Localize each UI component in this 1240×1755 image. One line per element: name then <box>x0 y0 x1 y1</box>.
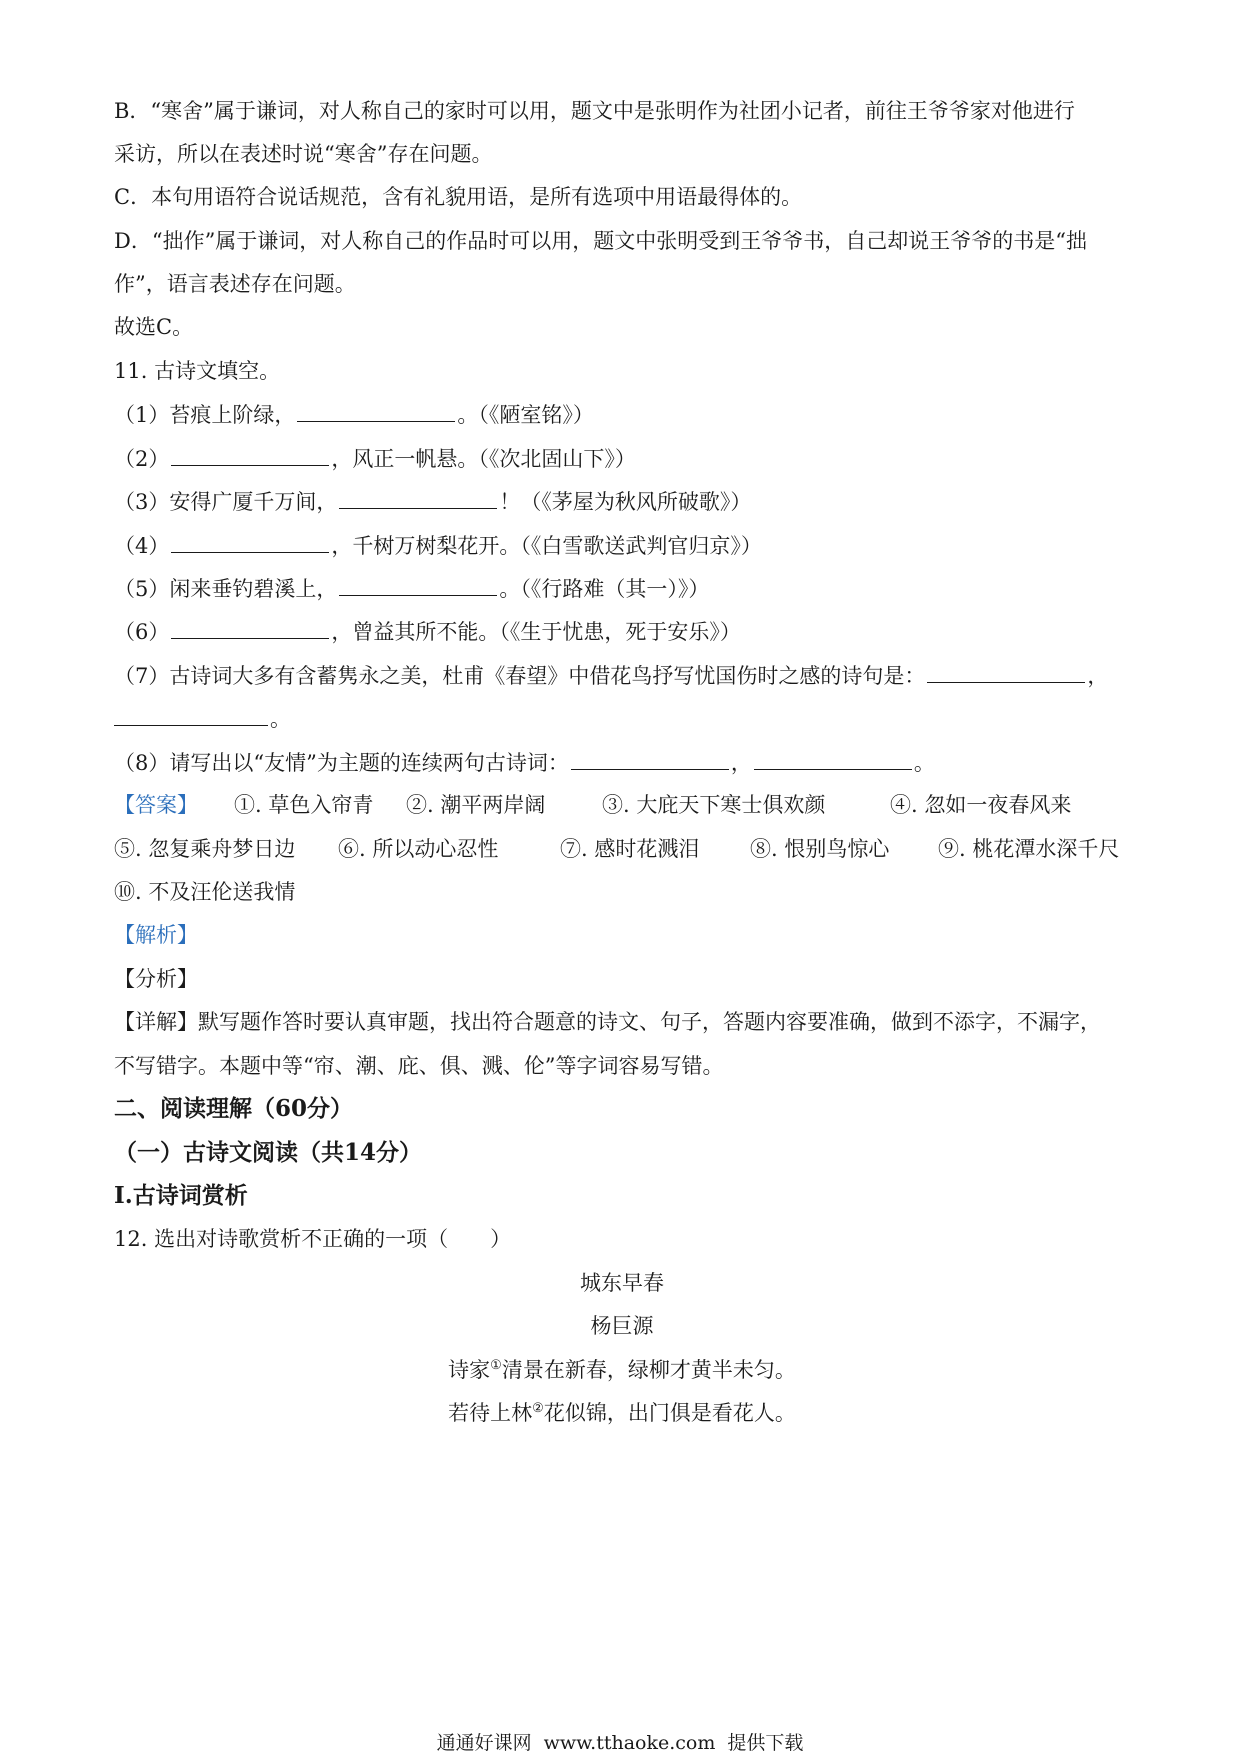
poem-line-1-a: 诗家 <box>448 1358 491 1382</box>
q11-item-2-pre: （2） <box>114 447 170 471</box>
q11-item-4-post: ，千树万树梨花开。（《白雪歌送武判官归京》） <box>331 534 762 558</box>
q11-item-7-comma: ， <box>1087 664 1109 688</box>
option-b-line-1: B．“寒舍”属于谦词，对人称自己的家时可以用，题文中是张明作为社团小记者，前往王爷爷家对他进行 <box>114 99 1075 123</box>
answer-item: ⑤. 忽复乘舟梦日边 <box>114 837 296 861</box>
option-c-line: C．本句用语符合说话规范，含有礼貌用语，是所有选项中用语最得体的。 <box>114 185 803 209</box>
footer-suffix: 提供下载 <box>727 1732 804 1754</box>
xiangjie-line-1: 【详解】默写题作答时要认真审题，找出符合题意的诗文、句子，答题内容要准确，做到不添字，不漏字， <box>114 1010 1101 1034</box>
section-2-sub-2: Ⅰ.古诗词赏析 <box>114 1182 248 1209</box>
section-2-sub-1: （一）古诗文阅读（共14分） <box>114 1139 423 1166</box>
q11-item-3-blank[interactable] <box>339 486 497 509</box>
question-11-title: 11. 古诗文填空。 <box>114 359 281 383</box>
poem-line-2-a: 若待上林 <box>448 1401 533 1425</box>
poem-author: 杨巨源 <box>590 1314 654 1338</box>
xiangjie-line-2: 不写错字。本题中等“帘、潮、庇、俱、溅、伦”等字词容易写错。 <box>114 1054 724 1078</box>
answer-item: ①. 草色入帘青 <box>234 793 374 817</box>
q11-item-8-text: （8）请写出以“友情”为主题的连续两句古诗词： <box>114 751 569 775</box>
poem-title: 城东早春 <box>580 1271 664 1295</box>
poem-line-1 <box>114 1355 1130 1385</box>
q11-item-1 <box>114 399 594 429</box>
option-d-line-1: D．“拙作”属于谦词，对人称自己的作品时可以用，题文中张明受到王爷爷书，自己却说王爷爷的书是“拙 <box>114 229 1088 253</box>
answer-item: ④. 忽如一夜春风来 <box>890 793 1072 817</box>
poem-line-2 <box>114 1398 1130 1428</box>
answer-item: ③. 大庇天下寒士俱欢颜 <box>602 793 826 817</box>
jiexi-label: 【解析】 <box>114 923 198 947</box>
answer-item: ⑨. 桃花潭水深千尺 <box>938 837 1120 861</box>
question-12-title: 12. 选出对诗歌赏析不正确的一项（ ） <box>114 1227 512 1251</box>
q11-item-3-post: ！（《茅屋为秋风所破歌》） <box>499 490 752 514</box>
q11-item-6 <box>114 616 741 646</box>
answer-item: ⑧. 恨别鸟惊心 <box>750 837 890 861</box>
answer-item: ⑦. 感时花溅泪 <box>560 837 700 861</box>
answer-row-2 <box>114 834 1119 864</box>
q11-item-2-post: ，风正一帆悬。（《次北固山下》） <box>331 447 636 471</box>
q11-item-1-blank[interactable] <box>297 399 455 422</box>
poem-line-2-b: 花似锦，出门俱是看花人。 <box>543 1401 796 1425</box>
q11-item-5-pre: （5）闲来垂钓碧溪上， <box>114 577 338 601</box>
q11-item-6-post: ，曾益其所不能。（《生于忧患，死于安乐》） <box>331 620 741 644</box>
q11-item-4 <box>114 530 762 560</box>
q11-item-5-blank[interactable] <box>339 573 497 596</box>
answer-label: 【答案】 <box>114 793 198 817</box>
answer-item: ⑥. 所以动心忍性 <box>338 837 499 861</box>
poem-line-1-b: 清景在新春，绿柳才黄半未匀。 <box>501 1358 796 1382</box>
answer-item: ⑩. 不及汪伦送我情 <box>114 880 296 904</box>
answer-row-3 <box>114 877 295 907</box>
q11-item-7-end: 。 <box>270 707 291 731</box>
q11-item-2 <box>114 443 636 473</box>
q11-item-7-blank-2[interactable] <box>114 703 268 726</box>
q11-item-3 <box>114 486 751 516</box>
q11-item-5 <box>114 573 709 603</box>
section-2-title: 二、阅读理解（60分） <box>114 1095 354 1122</box>
q11-item-1-post: 。（《陋室铭》） <box>457 403 594 427</box>
q11-item-8-blank-2[interactable] <box>754 747 912 770</box>
q11-item-4-blank[interactable] <box>171 530 329 553</box>
footer-site: 通通好课网 <box>436 1732 532 1754</box>
q11-item-1-pre: （1）苔痕上阶绿， <box>114 403 296 427</box>
q11-item-7-blank-1[interactable] <box>927 660 1085 683</box>
q11-item-4-pre: （4） <box>114 534 170 558</box>
page-footer <box>0 1728 1240 1755</box>
footer-url[interactable]: www.tthaoke.com <box>543 1732 716 1754</box>
answer-row-1 <box>114 790 1071 820</box>
q11-item-8 <box>114 747 935 777</box>
q11-item-8-mid: ， <box>730 751 752 775</box>
answer-conclusion: 故选C。 <box>114 315 194 339</box>
q11-item-6-pre: （6） <box>114 620 170 644</box>
option-b-line-2: 采访，所以在表述时说“寒舍”存在问题。 <box>114 142 493 166</box>
footnote-marker-2: ② <box>532 1401 544 1416</box>
q11-item-6-blank[interactable] <box>171 616 329 639</box>
option-d-line-2: 作”，语言表述存在问题。 <box>114 272 356 296</box>
answer-item: ②. 潮平两岸阔 <box>406 793 546 817</box>
fenxi-label: 【分析】 <box>114 967 198 991</box>
q11-item-2-blank[interactable] <box>171 443 329 466</box>
q11-item-8-blank-1[interactable] <box>571 747 729 770</box>
q11-item-7-line-2 <box>114 703 291 733</box>
footnote-marker-1: ① <box>490 1358 502 1373</box>
q11-item-7-text: （7）古诗词大多有含蓄隽永之美，杜甫《春望》中借花鸟抒写忧国伤时之感的诗句是： <box>114 664 926 688</box>
q11-item-3-pre: （3）安得广厦千万间， <box>114 490 338 514</box>
q11-item-7-line-1 <box>114 660 1108 690</box>
q11-item-8-end: 。 <box>913 751 935 775</box>
q11-item-5-post: 。（《行路难（其一）》） <box>499 577 710 601</box>
